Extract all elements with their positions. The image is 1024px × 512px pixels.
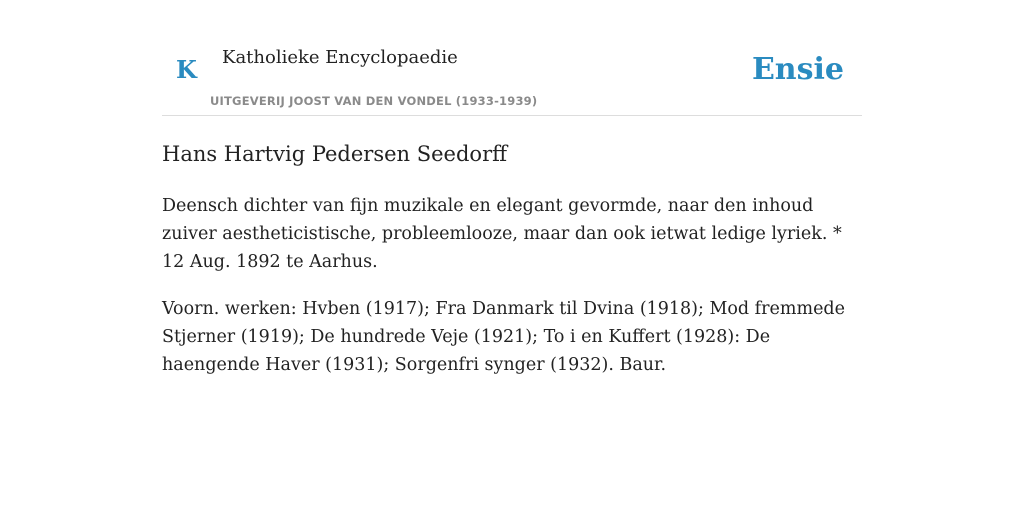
- entry-title: Hans Hartvig Pedersen Seedorff: [162, 142, 508, 166]
- article: [162, 138, 862, 379]
- article-paragraph: Deensch dichter van fijn muzikale en elegant gevormde, naar den inhoud zuiver aestheticistische, probleemlooze, maar dan ook ietwat ledige lyriek. * 12 Aug. 1892 te Aarhus.: [162, 196, 842, 272]
- site-title[interactable]: Katholieke Encyclopaedie: [222, 47, 458, 68]
- publisher-label: UITGEVERIJ JOOST VAN DEN VONDEL (1933-1939): [210, 94, 538, 108]
- ensie-logo-link[interactable]: Ensie: [751, 52, 844, 87]
- site-header: [162, 40, 862, 116]
- logo-k-icon[interactable]: K: [176, 55, 197, 84]
- article-paragraph: Voorn. werken: Hvben (1917); Fra Danmark til Dvina (1918); Mod fremmede Stjerner (1919); De hundrede Veje (1921); To i en Kuffert (1928): De haengende Haver (1931); Sorgenfri synger (1932). Baur.: [162, 299, 845, 375]
